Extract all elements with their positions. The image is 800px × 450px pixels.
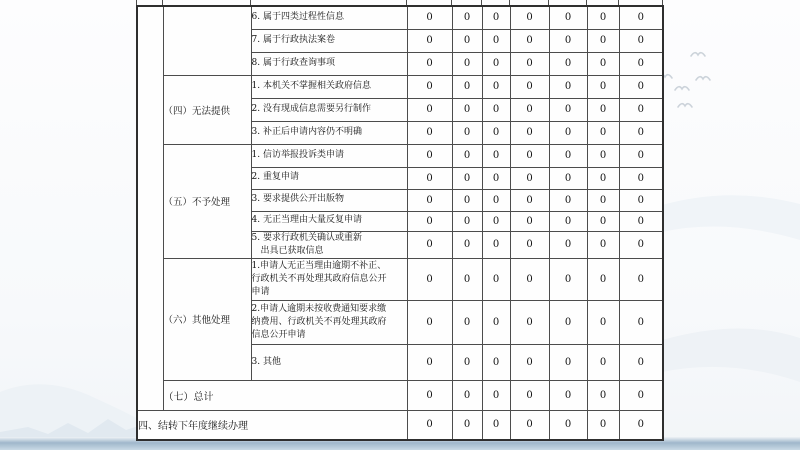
value-cell: 0 bbox=[452, 344, 482, 380]
value-cell: 0 bbox=[549, 211, 587, 231]
value-cell: 0 bbox=[482, 344, 510, 380]
value-cell: 0 bbox=[587, 144, 619, 167]
value-cell: 0 bbox=[619, 258, 663, 300]
value-cell: 0 bbox=[407, 258, 452, 300]
value-cell: 0 bbox=[482, 167, 510, 189]
value-cell: 0 bbox=[549, 300, 587, 344]
value-cell: 0 bbox=[587, 258, 619, 300]
value-cell: 0 bbox=[510, 380, 549, 410]
value-cell: 0 bbox=[452, 189, 482, 211]
table-row bbox=[137, 410, 663, 440]
value-cell: 0 bbox=[510, 98, 549, 121]
item-label-cell: 1. 信访举报投诉类申请 bbox=[251, 144, 407, 167]
value-cell: 0 bbox=[452, 52, 482, 75]
value-cell: 0 bbox=[549, 29, 587, 52]
value-cell: 0 bbox=[452, 380, 482, 410]
table-row bbox=[137, 144, 663, 167]
value-cell: 0 bbox=[549, 6, 587, 29]
value-cell: 0 bbox=[587, 300, 619, 344]
value-cell: 0 bbox=[619, 211, 663, 231]
item-label-cell: 2.申请人逾期未按收费通知要求缴 纳费用、行政机关不再处理其政府 信息公开申请 bbox=[251, 300, 407, 344]
value-cell: 0 bbox=[452, 167, 482, 189]
value-cell: 0 bbox=[510, 231, 549, 258]
value-cell: 0 bbox=[452, 6, 482, 29]
value-cell: 0 bbox=[407, 189, 452, 211]
carryover-row-label-cell: 四、结转下年度继续办理 bbox=[137, 410, 407, 440]
value-cell: 0 bbox=[587, 52, 619, 75]
item-label-cell: 8. 属于行政查询事项 bbox=[251, 52, 407, 75]
annual-report-table-region bbox=[136, 0, 664, 441]
value-cell: 0 bbox=[510, 189, 549, 211]
value-cell: 0 bbox=[482, 29, 510, 52]
value-cell: 0 bbox=[619, 98, 663, 121]
value-cell: 0 bbox=[482, 98, 510, 121]
value-cell: 0 bbox=[482, 75, 510, 98]
value-cell: 0 bbox=[549, 344, 587, 380]
value-cell: 0 bbox=[407, 300, 452, 344]
value-cell: 0 bbox=[482, 258, 510, 300]
wave-decoration bbox=[662, 195, 800, 240]
table-row bbox=[137, 380, 663, 410]
value-cell: 0 bbox=[482, 144, 510, 167]
value-cell: 0 bbox=[587, 410, 619, 440]
value-cell: 0 bbox=[510, 300, 549, 344]
value-cell: 0 bbox=[549, 380, 587, 410]
value-cell: 0 bbox=[510, 144, 549, 167]
value-cell: 0 bbox=[619, 344, 663, 380]
bird-icon bbox=[691, 53, 705, 56]
value-cell: 0 bbox=[549, 258, 587, 300]
value-cell: 0 bbox=[407, 29, 452, 52]
bird-icon bbox=[675, 87, 689, 90]
table-row bbox=[137, 75, 663, 98]
item-label-cell: 7. 属于行政执法案卷 bbox=[251, 29, 407, 52]
value-cell: 0 bbox=[587, 167, 619, 189]
value-cell: 0 bbox=[549, 98, 587, 121]
value-cell: 0 bbox=[510, 121, 549, 144]
value-cell: 0 bbox=[452, 300, 482, 344]
value-cell: 0 bbox=[587, 6, 619, 29]
category-cell-continued bbox=[163, 6, 251, 75]
bird-icon bbox=[696, 77, 710, 80]
value-cell: 0 bbox=[407, 121, 452, 144]
value-cell: 0 bbox=[549, 167, 587, 189]
value-cell: 0 bbox=[407, 344, 452, 380]
bird-icon bbox=[678, 104, 692, 107]
value-cell: 0 bbox=[619, 144, 663, 167]
value-cell: 0 bbox=[510, 29, 549, 52]
item-label-cell: 3. 其他 bbox=[251, 344, 407, 380]
value-cell: 0 bbox=[407, 231, 452, 258]
value-cell: 0 bbox=[549, 52, 587, 75]
value-cell: 0 bbox=[452, 29, 482, 52]
item-label-cell: 1. 本机关不掌握相关政府信息 bbox=[251, 75, 407, 98]
value-cell: 0 bbox=[619, 167, 663, 189]
value-cell: 0 bbox=[549, 121, 587, 144]
value-cell: 0 bbox=[452, 258, 482, 300]
value-cell: 0 bbox=[587, 211, 619, 231]
value-cell: 0 bbox=[510, 410, 549, 440]
value-cell: 0 bbox=[407, 144, 452, 167]
value-cell: 0 bbox=[549, 75, 587, 98]
table-row bbox=[137, 6, 663, 29]
total-row-label-cell: （七）总计 bbox=[163, 380, 407, 410]
value-cell: 0 bbox=[510, 211, 549, 231]
cut-off-row-border-stubs bbox=[136, 0, 664, 5]
item-label-cell: 2. 没有现成信息需要另行制作 bbox=[251, 98, 407, 121]
value-cell: 0 bbox=[619, 380, 663, 410]
value-cell: 0 bbox=[482, 6, 510, 29]
value-cell: 0 bbox=[407, 410, 452, 440]
value-cell: 0 bbox=[407, 6, 452, 29]
value-cell: 0 bbox=[549, 189, 587, 211]
value-cell: 0 bbox=[482, 410, 510, 440]
value-cell: 0 bbox=[587, 380, 619, 410]
value-cell: 0 bbox=[619, 300, 663, 344]
item-label-cell: 1.申请人无正当理由逾期不补正、 行政机关不再处理其政府信息公开 申请 bbox=[251, 258, 407, 300]
category-cell-no-processing: （五）不予处理 bbox=[163, 144, 251, 258]
table-row bbox=[137, 258, 663, 300]
value-cell: 0 bbox=[452, 144, 482, 167]
value-cell: 0 bbox=[587, 231, 619, 258]
value-cell: 0 bbox=[407, 98, 452, 121]
value-cell: 0 bbox=[407, 380, 452, 410]
item-label-cell: 2. 重复申请 bbox=[251, 167, 407, 189]
item-label-cell: 5. 要求行政机关确认或重新 出具已获取信息 bbox=[251, 231, 407, 258]
value-cell: 0 bbox=[482, 380, 510, 410]
value-cell: 0 bbox=[452, 98, 482, 121]
info-disclosure-report-table bbox=[136, 5, 664, 441]
value-cell: 0 bbox=[482, 231, 510, 258]
value-cell: 0 bbox=[619, 75, 663, 98]
value-cell: 0 bbox=[510, 258, 549, 300]
value-cell: 0 bbox=[587, 75, 619, 98]
value-cell: 0 bbox=[510, 6, 549, 29]
value-cell: 0 bbox=[587, 98, 619, 121]
value-cell: 0 bbox=[452, 75, 482, 98]
value-cell: 0 bbox=[510, 167, 549, 189]
value-cell: 0 bbox=[619, 29, 663, 52]
item-label-cell: 3. 补正后申请内容仍不明确 bbox=[251, 121, 407, 144]
value-cell: 0 bbox=[587, 29, 619, 52]
value-cell: 0 bbox=[549, 144, 587, 167]
category-cell-other-processing: （六）其他处理 bbox=[163, 258, 251, 380]
value-cell: 0 bbox=[452, 231, 482, 258]
value-cell: 0 bbox=[510, 52, 549, 75]
left-spine-cell bbox=[137, 6, 163, 410]
value-cell: 0 bbox=[619, 410, 663, 440]
value-cell: 0 bbox=[587, 189, 619, 211]
wave-decoration bbox=[662, 328, 800, 382]
value-cell: 0 bbox=[549, 231, 587, 258]
value-cell: 0 bbox=[452, 121, 482, 144]
value-cell: 0 bbox=[619, 6, 663, 29]
value-cell: 0 bbox=[407, 211, 452, 231]
value-cell: 0 bbox=[482, 211, 510, 231]
value-cell: 0 bbox=[587, 344, 619, 380]
value-cell: 0 bbox=[619, 231, 663, 258]
item-label-cell: 4. 无正当理由大量反复申请 bbox=[251, 211, 407, 231]
value-cell: 0 bbox=[407, 75, 452, 98]
value-cell: 0 bbox=[587, 121, 619, 144]
category-cell-unable-to-provide: （四）无法提供 bbox=[163, 75, 251, 144]
value-cell: 0 bbox=[452, 211, 482, 231]
value-cell: 0 bbox=[619, 189, 663, 211]
item-label-cell: 6. 属于四类过程性信息 bbox=[251, 6, 407, 29]
value-cell: 0 bbox=[482, 300, 510, 344]
value-cell: 0 bbox=[619, 121, 663, 144]
value-cell: 0 bbox=[510, 75, 549, 98]
value-cell: 0 bbox=[510, 344, 549, 380]
value-cell: 0 bbox=[407, 52, 452, 75]
value-cell: 0 bbox=[482, 189, 510, 211]
value-cell: 0 bbox=[452, 410, 482, 440]
value-cell: 0 bbox=[549, 410, 587, 440]
value-cell: 0 bbox=[619, 52, 663, 75]
item-label-cell: 3. 要求提供公开出版物 bbox=[251, 189, 407, 211]
value-cell: 0 bbox=[407, 167, 452, 189]
value-cell: 0 bbox=[482, 52, 510, 75]
value-cell: 0 bbox=[482, 121, 510, 144]
